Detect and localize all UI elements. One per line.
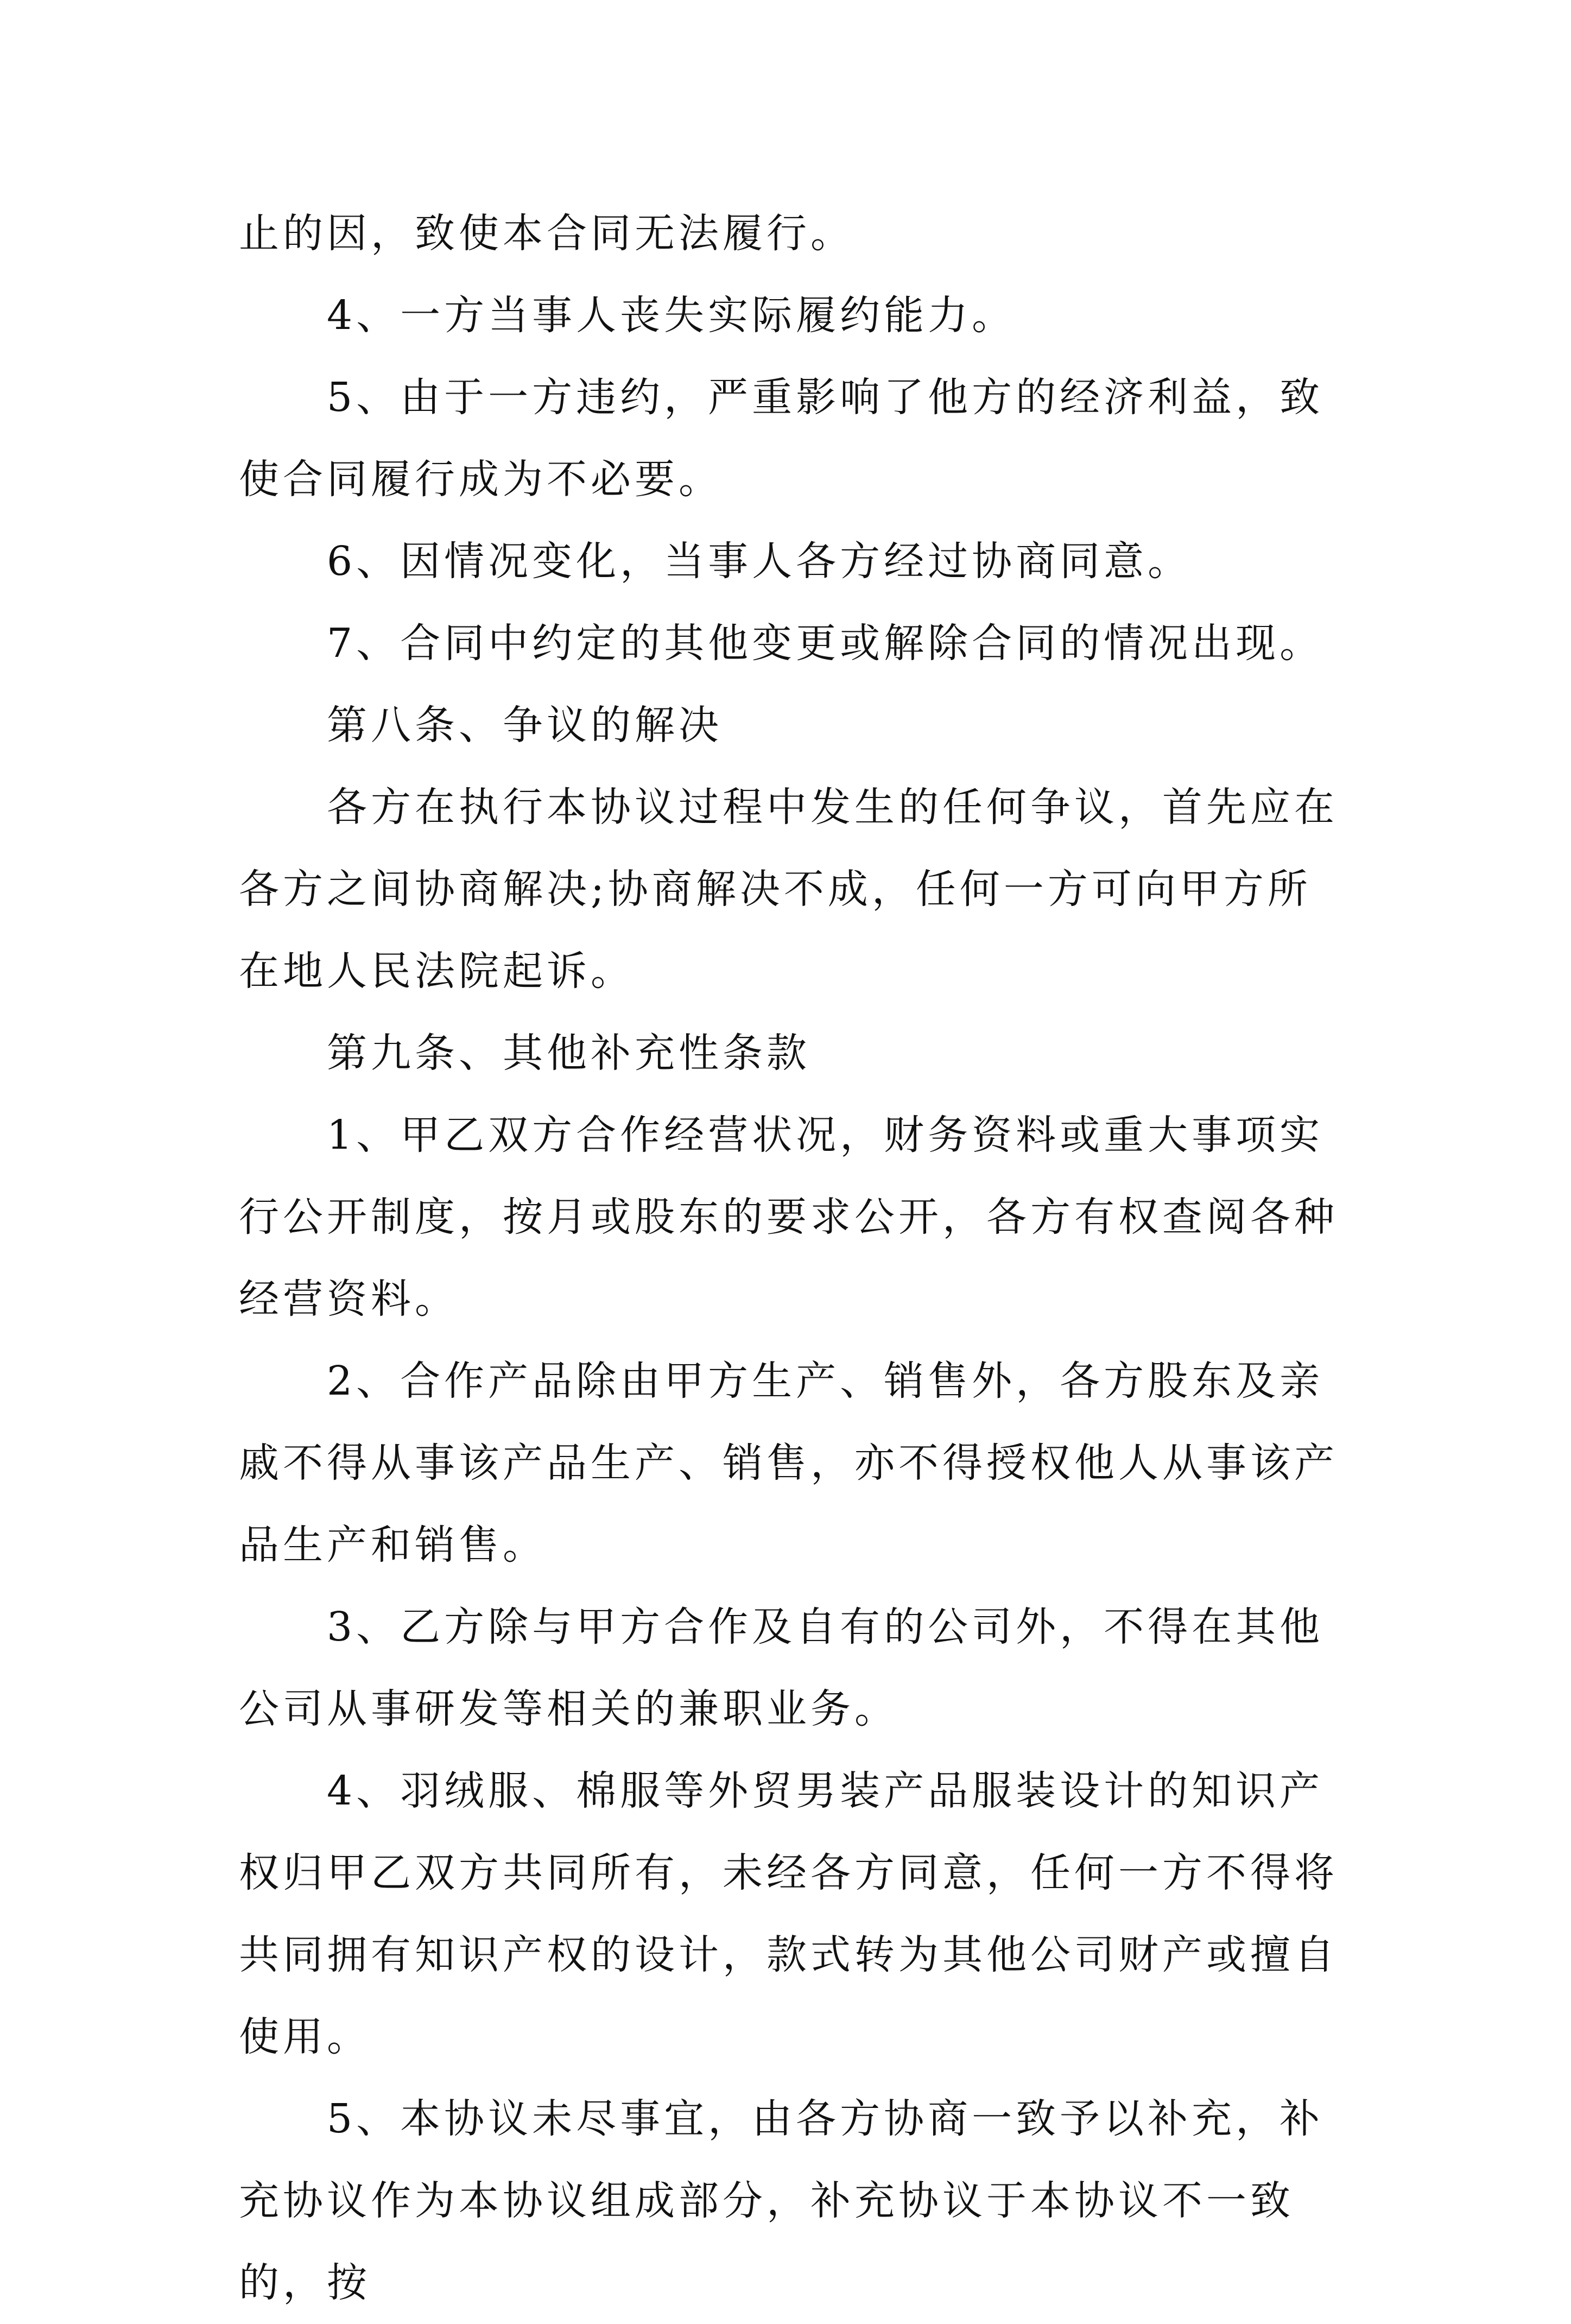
document-body	[239, 193, 1346, 2324]
paragraph-continuation: 止的因，致使本合同无法履行。	[239, 210, 854, 257]
article-9-clause-4: 4、羽绒服、棉服等外贸男装产品服装设计的知识产权归甲乙双方共同所有，未经各方同意，任何一方不得将共同拥有知识产权的设计，款式转为其他公司财产或擅自使用。	[239, 1768, 1338, 2060]
article-9-clause-3: 3、乙方除与甲方合作及自有的公司外，不得在其他公司从事研发等相关的兼职业务。	[239, 1604, 1324, 1732]
paragraph-item-5: 5、由于一方违约，严重影响了他方的经济利益，致使合同履行成为不必要。	[239, 374, 1324, 503]
article-9-clause-5: 5、本协议未尽事宜，由各方协商一致予以补充，补充协议作为本协议组成部分，补充协议于本协议不一致的，按	[239, 2095, 1324, 2306]
article-8-heading: 第八条、争议的解决	[327, 702, 723, 749]
article-9-heading: 第九条、其他补充性条款	[327, 1030, 810, 1076]
paragraph-item-6: 6、因情况变化，当事人各方经过协商同意。	[327, 538, 1192, 585]
paragraph-item-4: 4、一方当事人丧失实际履约能力。	[327, 292, 1016, 339]
paragraph-item-7: 7、合同中约定的其他变更或解除合同的情况出现。	[327, 620, 1324, 667]
article-8-body: 各方在执行本协议过程中发生的任何争议，首先应在各方之间协商解决;协商解决不成，任何一方可向甲方所在地人民法院起诉。	[239, 784, 1338, 995]
article-9-clause-2: 2、合作产品除由甲方生产、销售外，各方股东及亲戚不得从事该产品生产、销售，亦不得授权他人从事该产品生产和销售。	[239, 1358, 1338, 1568]
article-9-clause-1: 1、甲乙双方合作经营状况，财务资料或重大事项实行公开制度，按月或股东的要求公开，各方有权查阅各种经营资料。	[239, 1112, 1338, 1322]
